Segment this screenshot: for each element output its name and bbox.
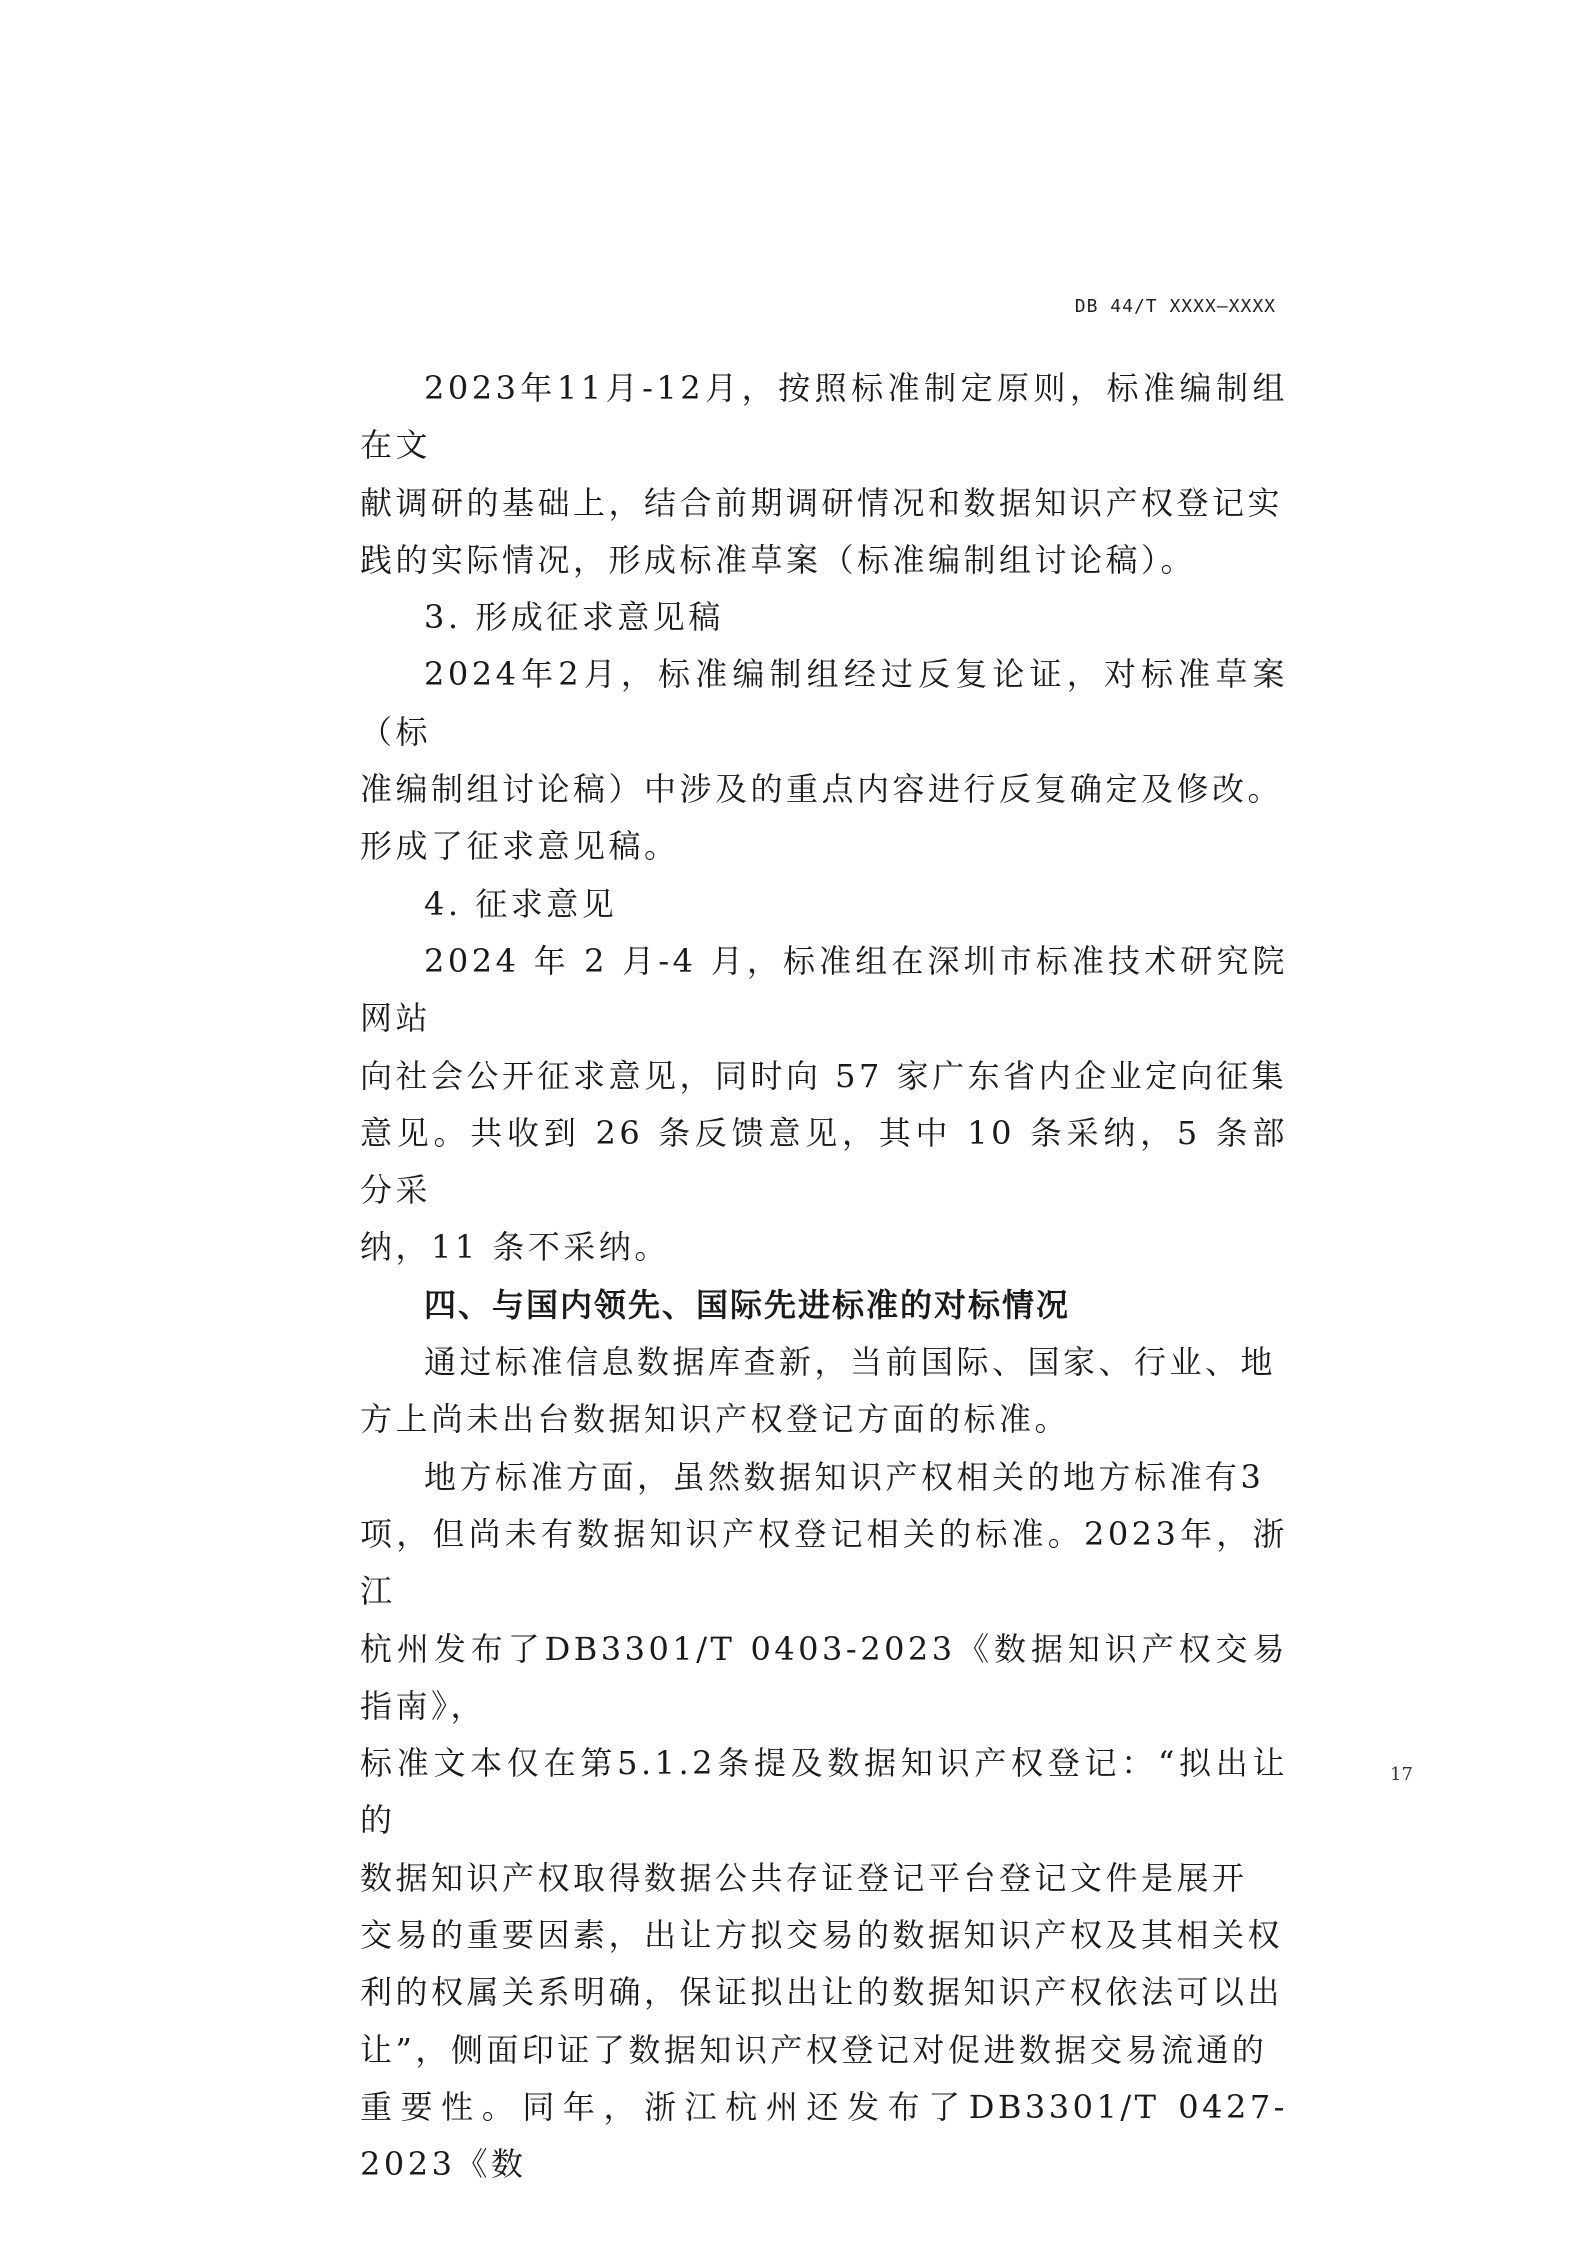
paragraph-local-standards: 地方标准方面，虽然数据知识产权相关的地方标准有3 项，但尚未有数据知识产权登记相关的标准。2023年，浙江 杭州发布了DB3301/T 0403-2023《数据知识产权交易指南》， 标准文本仅在第5.1.2条提及数据知识产权登记：“拟出让的 数据知识产权取得数据公共存证登记平台登记文件是展开 交易的重要因素，出让方拟交易的数据知识产权及其相关权 利的权属关系明确，保证拟出让的数据知识产权依法可以出 让”，侧面印证了数据知识产权登记对促进数据交易流通的 重要性。同年，浙江杭州还发布了DB3301/T 0427-2023《数 <box>360 1457 1288 2184</box>
section-heading-benchmarking: 四、与国内领先、国际先进标准的对标情况 <box>424 1285 1071 1324</box>
paragraph-consultation-draft: 2024年2月，标准编制组经过反复论证，对标准草案（标 准编制组讨论稿）中涉及的重点内容进行反复确定及修改。 形成了征求意见稿。 <box>360 655 1288 866</box>
paragraph-standards-search: 通过标准信息数据库查新，当前国际、国家、行业、地 方上尚未出台数据知识产权登记方面的标准。 <box>360 1343 1277 1439</box>
paragraph-solicit-opinions: 2024 年 2 月-4 月，标准组在深圳市标准技术研究院网站 向社会公开征求意见，同时向 57 家广东省内企业定向征集 意见。共收到 26 条反馈意见，其中 10 条采纳，5 条部分采 纳，11 条不采纳。 <box>360 941 1288 1267</box>
document-code-header: DB 44/T XXXX—XXXX <box>1074 296 1276 317</box>
section-title-solicit-opinions: 4. 征求意见 <box>424 884 618 923</box>
page-number: 17 <box>1390 1764 1413 1785</box>
section-title-consultation-draft: 3. 形成征求意见稿 <box>424 598 724 637</box>
paragraph-draft-formation: 2023年11月-12月，按照标准制定原则，标准编制组在文 献调研的基础上，结合前期调研情况和数据知识产权登记实 践的实际情况，形成标准草案（标准编制组讨论稿）。 <box>360 369 1288 579</box>
document-body <box>360 360 1288 2194</box>
